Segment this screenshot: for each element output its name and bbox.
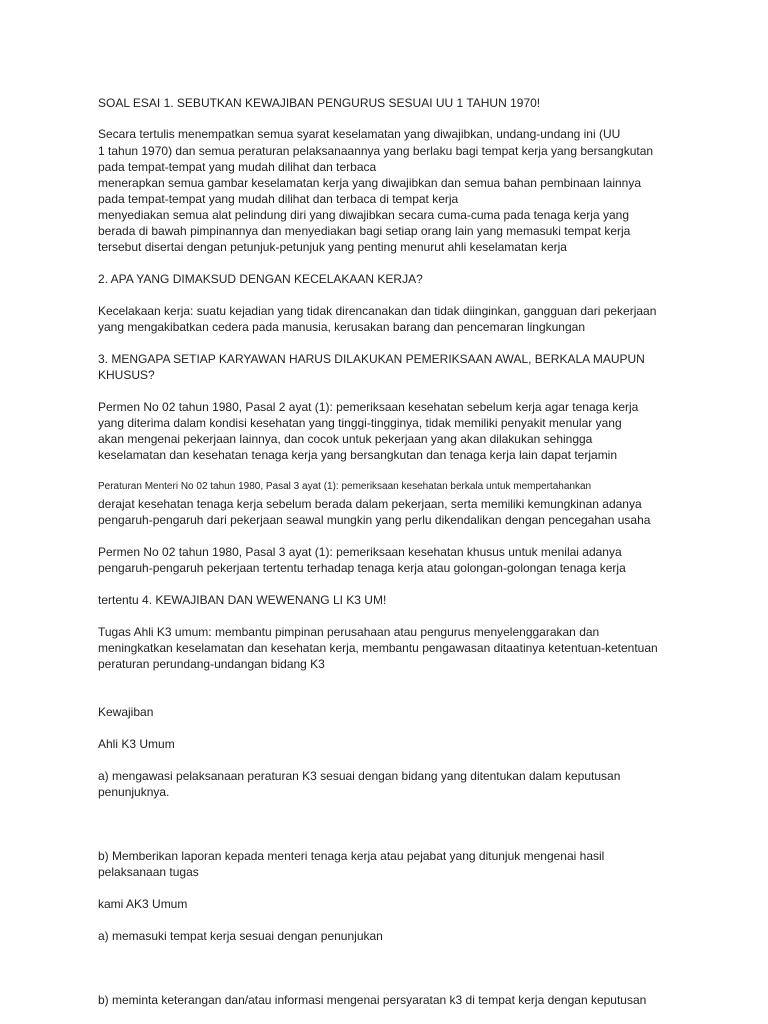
list-item: b) Memberikan laporan kepada menteri tenaga kerja atau pejabat yang ditunjuk mengenai hasil (98, 849, 605, 863)
list-item: a) mengawasi pelaksanaan peraturan K3 sesuai dengan bidang yang ditentukan dalam keputusan (98, 769, 621, 783)
list-item: penunjuknya. (98, 785, 170, 799)
answer-1-line: pada tempat-tempat yang mudah dilihat dan terbaca di tempat kerja (98, 192, 459, 206)
answer-3-line: derajat kesehatan tenaga kerja sebelum berada dalam pekerjaan, serta memiliki kemungkinan adanya (98, 497, 642, 511)
section-heading: kami AK3 Umum (98, 897, 188, 911)
answer-3-line: akan mengenai pekerjaan lainnya, dan cocok untuk pekerjaan yang akan dilakukan sehingga (98, 432, 593, 446)
answer-1-line: menerapkan semua gambar keselamatan kerja yang diwajibkan dan semua bahan pembinaan lainnya (98, 176, 642, 190)
answer-3-line: keselamatan dan kesehatan tenaga kerja yang bersangkutan dan tenaga kerja lain dapat terjamin (98, 448, 618, 462)
answer-2-line: yang mengakibatkan cedera pada manusia, kerusakan barang dan pencemaran lingkungan (98, 320, 586, 334)
section-heading: Ahli K3 Umum (98, 737, 175, 751)
answer-4-line: peraturan perundang-undangan bidang K3 (98, 657, 325, 671)
answer-3-line: yang diterima dalam kondisi kesehatan yang tinggi-tingginya, tidak memiliki penyakit menular yang (98, 416, 622, 430)
answer-3-line: Permen No 02 tahun 1980, Pasal 3 ayat (1): pemeriksaan kesehatan khusus untuk menilai adanya (98, 545, 622, 559)
question-2-heading: 2. APA YANG DIMAKSUD DENGAN KECELAKAAN KERJA? (98, 272, 423, 286)
answer-1-line: tersebut disertai dengan petunjuk-petunjuk yang penting menurut ahli keselamatan kerja (98, 240, 567, 254)
question-4-heading: tertentu 4. KEWAJIBAN DAN WEWENANG LI K3 UM! (98, 593, 387, 607)
list-item: pelaksanaan tugas (98, 865, 199, 879)
answer-3-line: pengaruh-pengaruh dari pekerjaan seawal mungkin yang perlu dikendalikan dengan pencegahan usaha (98, 513, 651, 527)
answer-1-line: menyediakan semua alat pelindung diri yang diwajibkan secara cuma-cuma pada tenaga kerja yang (98, 208, 629, 222)
answer-1-line: Secara tertulis menempatkan semua syarat keselamatan yang diwajibkan, undang-undang ini (UU (98, 127, 621, 141)
answer-4-line: meningkatkan keselamatan dan kesehatan kerja, membantu pengawasan ditaatinya ketentuan-ketentuan (98, 641, 658, 655)
question-3-heading: KHUSUS? (98, 368, 155, 382)
section-heading: Kewajiban (98, 705, 154, 719)
list-item: b) meminta keterangan dan/atau informasi mengenai persyaratan k3 di tempat kerja dengan keputusan (98, 993, 647, 1007)
list-item: a) memasuki tempat kerja sesuai dengan penunjukan (98, 929, 383, 943)
answer-4-line: Tugas Ahli K3 umum: membantu pimpinan perusahaan atau pengurus menyelenggarakan dan (98, 625, 600, 639)
answer-1-line: berada di bawah pimpinannya dan menyediakan bagi setiap orang lain yang memasuki tempat kerja (98, 224, 631, 238)
answer-1-line: 1 tahun 1970) dan semua peraturan pelaksanaannya yang berlaku bagi tempat kerja yang bersangkutan (98, 144, 654, 158)
answer-3-line: Peraturan Menteri No 02 tahun 1980, Pasal 3 ayat (1): pemeriksaan kesehatan berkala untuk mempertahankan (98, 481, 592, 492)
question-3-heading: 3. MENGAPA SETIAP KARYAWAN HARUS DILAKUKAN PEMERIKSAAN AWAL, BERKALA MAUPUN (98, 352, 645, 366)
answer-2-line: Kecelakaan kerja: suatu kejadian yang tidak direncanakan dan tidak diinginkan, gangguan dari pekerjaan (98, 304, 657, 318)
answer-3-line: pengaruh-pengaruh pekerjaan tertentu terhadap tenaga kerja atau golongan-golongan tenaga kerja (98, 561, 626, 575)
answer-1-line: pada tempat-tempat yang mudah dilihat dan terbaca (98, 160, 377, 174)
answer-3-line: Permen No 02 tahun 1980, Pasal 2 ayat (1): pemeriksaan kesehatan sebelum kerja agar tenaga kerja (98, 400, 639, 414)
question-1-heading: SOAL ESAI 1. SEBUTKAN KEWAJIBAN PENGURUS SESUAI UU 1 TAHUN 1970! (98, 96, 541, 110)
